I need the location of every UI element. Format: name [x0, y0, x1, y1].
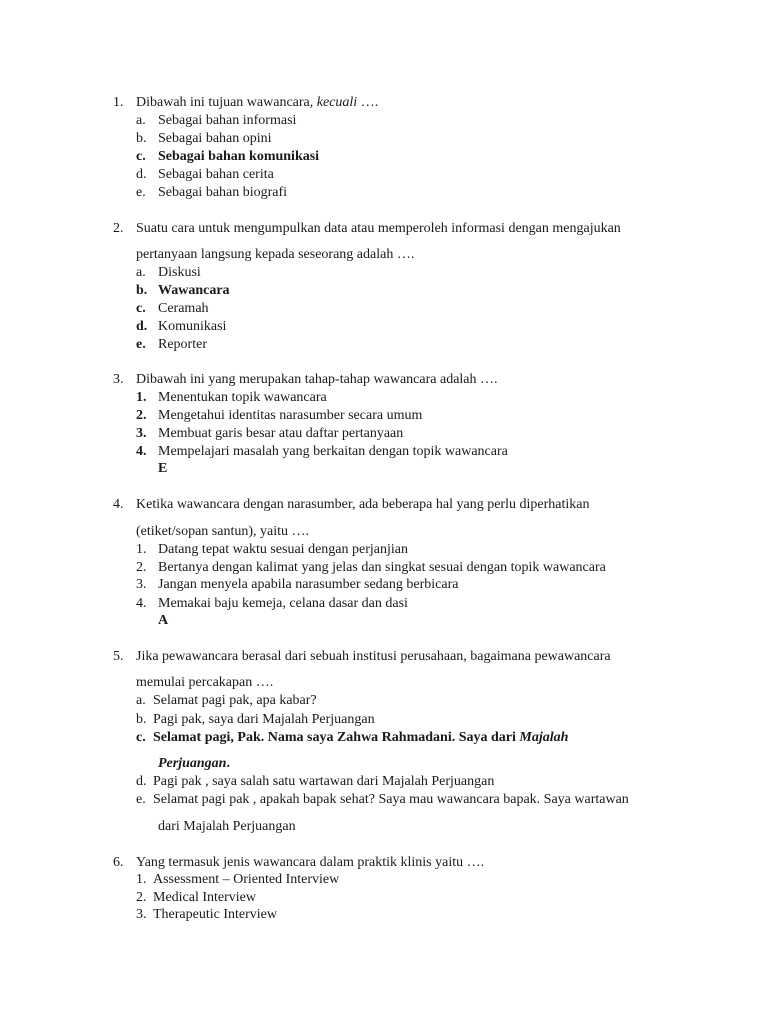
q3-option-marker: 3. [136, 426, 147, 441]
q4-option-3: Jangan menyela apabila narasumber sedang berbicara [158, 577, 459, 592]
q1-option-c: Sebagai bahan komunikasi [158, 149, 320, 164]
q1-option-marker: a. [136, 113, 146, 128]
q2-option-marker: a. [136, 265, 146, 280]
q5-text-line2: memulai percakapan …. [136, 675, 274, 690]
q5-option-marker: a. [136, 693, 146, 708]
q4-option-4: Memakai baju kemeja, celana dasar dan dasi [158, 596, 408, 611]
q6-option-marker: 2. [136, 890, 147, 905]
q4-option-marker: 1. [136, 542, 147, 557]
q3-option-marker: 1. [136, 390, 147, 405]
q5-option-marker: e. [136, 792, 146, 807]
q3-number: 3. [113, 372, 124, 387]
q4-text-line2: (etiket/sopan santun), yaitu …. [136, 524, 310, 539]
q3-option-1: Menentukan topik wawancara [158, 390, 327, 405]
q4-text-line1: Ketika wawancara dengan narasumber, ada beberapa hal yang perlu diperhatikan [136, 497, 590, 512]
q2-number: 2. [113, 221, 124, 236]
q1-option-a: Sebagai bahan informasi [158, 113, 297, 128]
q6-option-marker: 1. [136, 872, 147, 887]
q5-option-c-continuation: Perjuangan. [158, 756, 230, 771]
q1-emphasis: kecuali [316, 95, 358, 110]
q3-option-2: Mengetahui identitas narasumber secara umum [158, 408, 423, 423]
q4-option-2: Bertanya dengan kalimat yang jelas dan singkat sesuai dengan topik wawancara [158, 560, 606, 575]
q2-option-marker: b. [136, 283, 148, 298]
q5-option-marker: b. [136, 712, 147, 727]
q1-option-e: Sebagai bahan biografi [158, 185, 288, 200]
q1-option-marker: b. [136, 131, 147, 146]
q4-answer: A [158, 613, 169, 628]
q4-number: 4. [113, 497, 124, 512]
q2-option-c: Ceramah [158, 301, 209, 316]
q5-option-marker: d. [136, 774, 147, 789]
q5-option-b: Pagi pak, saya dari Majalah Perjuangan [153, 712, 375, 727]
q1-option-marker: c. [136, 149, 146, 164]
q1-option-marker: e. [136, 185, 146, 200]
q5-option-a: Selamat pagi pak, apa kabar? [153, 693, 317, 708]
q3-text: Dibawah ini yang merupakan tahap-tahap wawancara adalah …. [136, 372, 498, 387]
q5-text-line1: Jika pewawancara berasal dari sebuah institusi perusahaan, bagaimana pewawancara [136, 649, 611, 664]
q2-option-marker: e. [136, 337, 146, 352]
q2-option-d: Komunikasi [158, 319, 227, 334]
q5-option-d: Pagi pak , saya salah satu wartawan dari Majalah Perjuangan [153, 774, 495, 789]
q2-option-marker: c. [136, 301, 146, 316]
q3-option-3: Membuat garis besar atau daftar pertanyaan [158, 426, 404, 441]
q6-number: 6. [113, 855, 124, 870]
q6-option-marker: 3. [136, 907, 147, 922]
q4-option-marker: 2. [136, 560, 147, 575]
q2-option-marker: d. [136, 319, 148, 334]
q4-option-marker: 4. [136, 596, 147, 611]
q2-option-a: Diskusi [158, 265, 201, 280]
q1-option-d: Sebagai bahan cerita [158, 167, 274, 182]
q2-option-e: Reporter [158, 337, 207, 352]
q4-option-1: Datang tepat waktu sesuai dengan perjanjian [158, 542, 408, 557]
q3-answer: E [158, 461, 168, 476]
q2-option-b: Wawancara [158, 283, 230, 298]
q5-option-e: Selamat pagi pak , apakah bapak sehat? Saya mau wawancara bapak. Saya wartawan [153, 792, 629, 807]
q3-option-4: Mempelajari masalah yang berkaitan dengan topik wawancara [158, 444, 508, 459]
q6-text: Yang termasuk jenis wawancara dalam praktik klinis yaitu …. [136, 855, 485, 870]
q5-number: 5. [113, 649, 124, 664]
q1-option-b: Sebagai bahan opini [158, 131, 272, 146]
q1-option-marker: d. [136, 167, 147, 182]
q6-option-3: Therapeutic Interview [153, 907, 277, 922]
q5-option-marker: c. [136, 730, 146, 745]
q3-option-marker: 4. [136, 444, 147, 459]
q6-option-1: Assessment – Oriented Interview [153, 872, 340, 887]
q3-option-marker: 2. [136, 408, 147, 423]
q1-text: Dibawah ini tujuan wawancara, kecuali …. [136, 95, 379, 110]
q2-text-line2: pertanyaan langsung kepada seseorang adalah …. [136, 247, 415, 262]
q2-text-line1: Suatu cara untuk mengumpulkan data atau memperoleh informasi dengan mengajukan [136, 221, 621, 236]
q1-number: 1. [113, 95, 124, 110]
q6-option-2: Medical Interview [153, 890, 257, 905]
q5-option-c: Selamat pagi, Pak. Nama saya Zahwa Rahmadani. Saya dari Majalah [153, 730, 569, 745]
q5-option-e-continuation: dari Majalah Perjuangan [158, 819, 296, 834]
q4-option-marker: 3. [136, 577, 147, 592]
q5-option-c-italic: Majalah [519, 730, 569, 745]
